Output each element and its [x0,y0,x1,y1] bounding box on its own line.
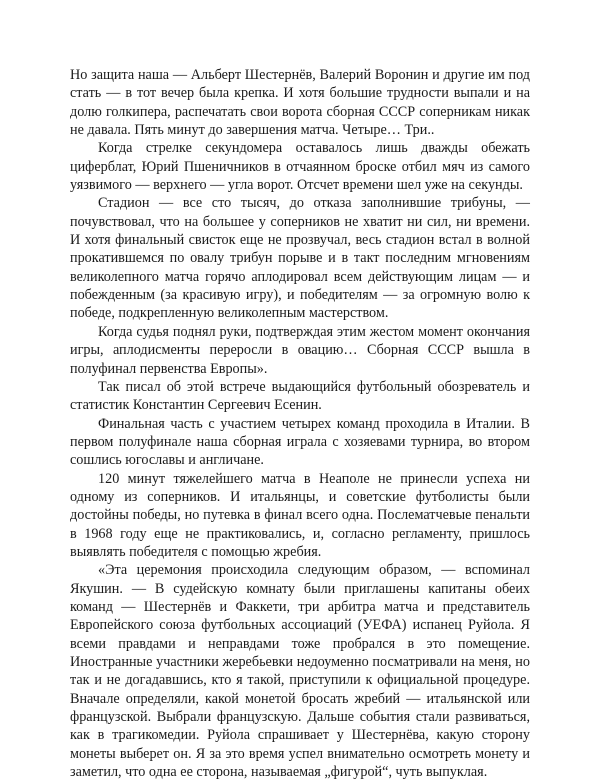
paragraph-2: Когда стрелке секундомера оставалось лишь дважды обежать циферблат, Юрий Пшеничников в отчаянном броске отбил мяч из самого уязвимого — верхнего — угла ворот. Отсчет времени шел уже на секунды. [70,140,530,194]
document-page [70,66,530,781]
paragraph-3: Стадион — все сто тысяч, до отказа заполнившие трибуны, — почувствовал, что на большее у соперников не хватит ни сил, ни времени. И хотя финальный свисток еще не прозвучал, весь стадион встал в волной прокатившемся по овалу трибун порыве и в такт последним мгновениям великолепного матча горячо аплодировал всем действующим лицам — и побежденным (за красивую игру), и победителям — за огромную волю к победе, подкрепленную великолепным мастерством. [70,195,530,322]
paragraph-8: «Эта церемония происходила следующим образом, — вспоминал Якушин. — В судейскую комнату были приглашены капитаны обеих команд — Шестернёв и Факкети, три арбитра матча и представитель Европейского союза футбольных ассоциаций (УЕФА) испанец Руйола. Я всеми правдами и неправдами тоже пробрался в это помещение. Иностранные участники жеребьевки недоуменно посматривали на меня, но так и не догадавшись, кто я такой, приступили к официальной процедуре. Вначале определяли, какой монетой бросать жребий — итальянской или французской. Выбрали французскую. Дальше события стали развиваться, как в трагикомедии. Руйола спрашивает у Шестернёва, какую сторону монеты выберет он. Я за это время успел внимательно осмотреть монету и заметил, что одна ее сторона, называемая „фигурой“, чуть выпуклая. [70,562,530,781]
paragraph-6: Финальная часть с участием четырех команд проходила в Италии. В первом полуфинале наша сборная играла с хозяевами турнира, во втором сошлись югославы и англичане. [70,415,530,469]
paragraph-4: Когда судья поднял руки, подтверждая этим жестом момент окончания игры, аплодисменты переросли в овацию… Сборная СССР вышла в полуфинал первенства Европы». [70,323,530,377]
paragraph-1: Но защита наша — Альберт Шестернёв, Валерий Воронин и другие им под стать — в тот вечер была крепка. И хотя большие трудности выпали и на долю голкипера, распечатать свои ворота сборная СССР соперникам никак не давала. Пять минут до завершения матча. Четыре… Три.. [70,67,530,139]
paragraph-5: Так писал об этой встрече выдающийся футбольный обозреватель и статистик Константин Сергеевич Есенин. [70,378,530,414]
paragraph-7: 120 минут тяжелейшего матча в Неаполе не принесли успеха ни одному из соперников. И итальянцы, и советские футболисты были достойны победы, но путевка в финал всего одна. Послематчевые пенальти в 1968 году еще не практиковались, и, согласно регламенту, пришлось выявлять победителя с помощью жребия. [70,470,530,560]
